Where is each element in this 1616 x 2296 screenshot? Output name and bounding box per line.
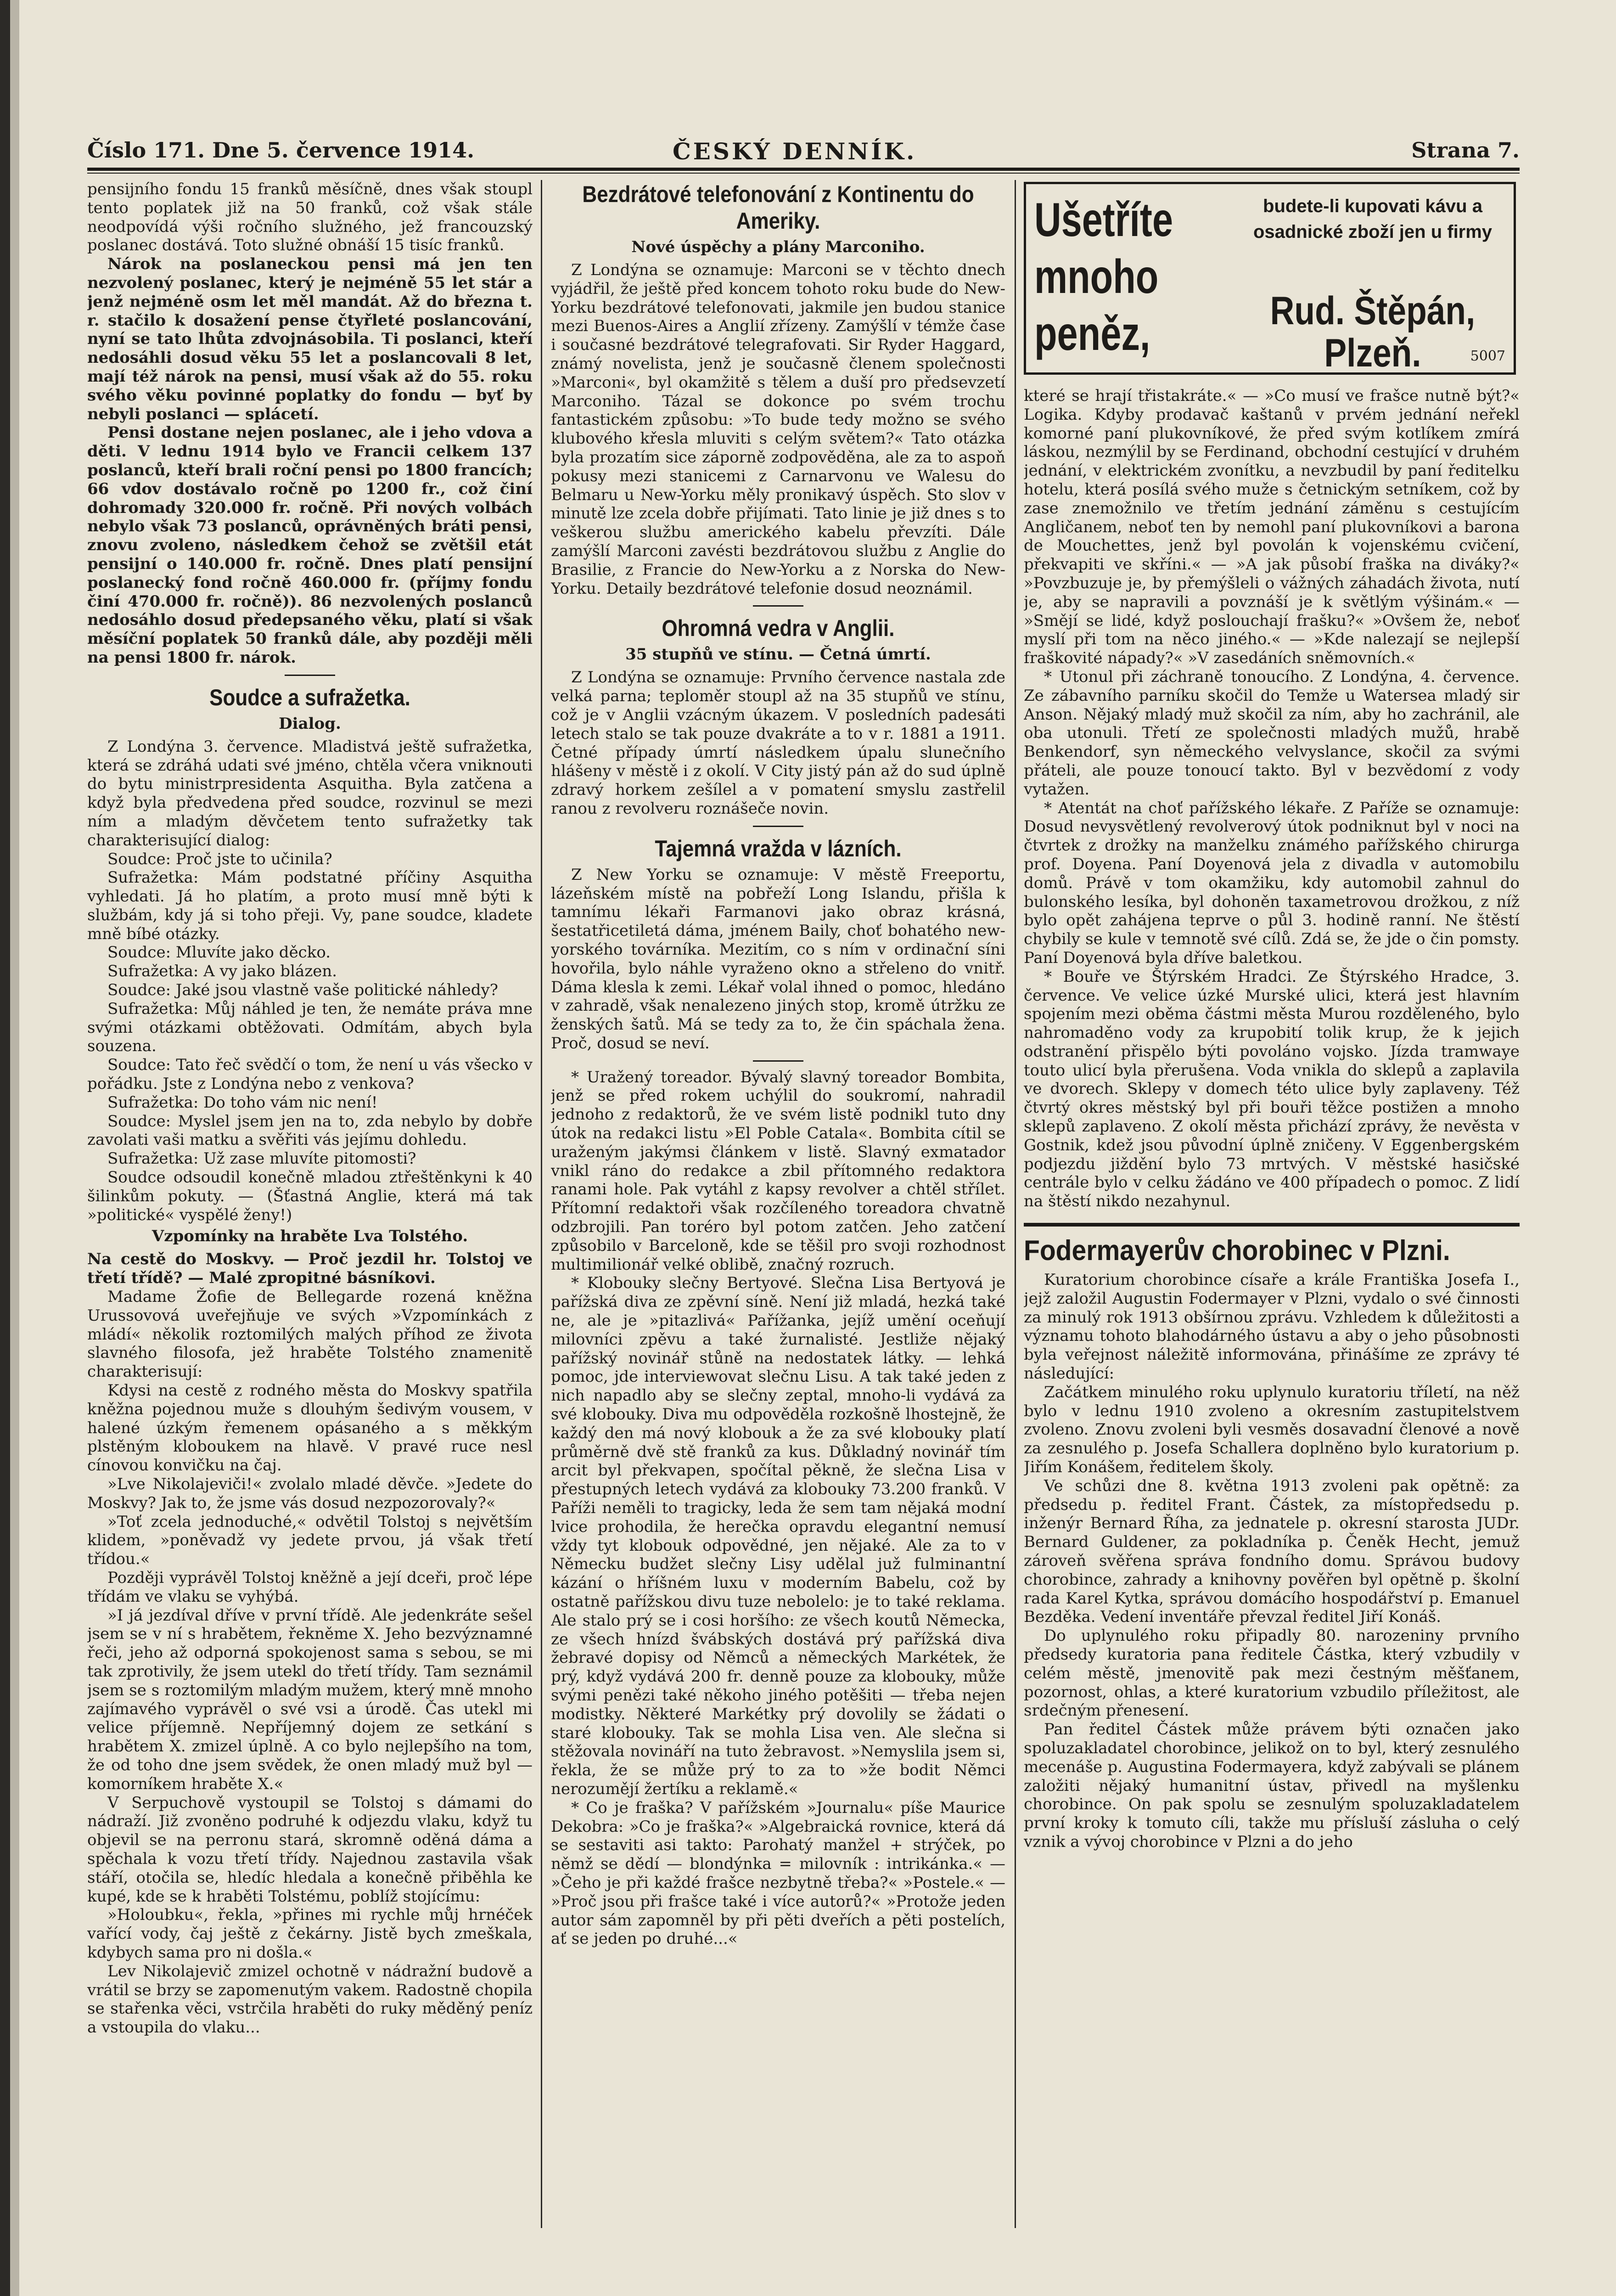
news-item: * Utonul při záchraně tonoucího. Z Londýna, 4. července. Ze zábavního parníku skočil do Temže u Watersea mladý sir Anson. Nějaký mladý muž skočil za ním, aby ho zachránil, ale oba utonuli. Třetí ze společnosti mladých mužů, hrabě Benkendorf, syn německého velvyslance, skočil za svými přáteli, ale pouze tonoucí takto. Byl v bezvědomí z vody vytažen. (1024, 667, 1520, 799)
column-divider (1015, 180, 1016, 2228)
dialog-line: Soudce: Tato řeč svědčí o tom, že není u vás všecko v pořádku. Jste z Londýna nebo z venkova? (87, 1056, 533, 1093)
article-paragraph: Z Londýna se oznamuje: Prvního července nastala zde velká parna; teploměr stoupl až na 35 stupňů ve stínu, což je v Anglii vzácným úkazem. V posledních padesáti letech stalo se tak pouze dvakráte a to v r. 1881 a 1911. Četné případy úmrtí následkem úpalu slunečního hlášeny v městě i z okolí. V City jistý pán až do sud úplně zdravý horkem zešílel a v pomatení smyslu zastřelil ranou z revolveru roznášeče novin. (551, 668, 1005, 818)
news-item: * Co je fraška? V pařížském »Journalu« píše Maurice Dekobra: »Co je fraška?« »Algebraická rovnice, která dá se sestaviti asi takto: Parohatý manžel + strýček, po němž se dědí — blondýnka = milovník : intrikánka.« — »Čeho je při každé frašce nezbytně třeba?« »Postele.« — »Proč jsou při frašce také i více autorů?« »Protože jeden autor sám zapomněl by při pěti dveřích a pěti postelích, ať se jeden po druhé...« (551, 1798, 1005, 1948)
subheadline: Na cestě do Moskvy. — Proč jezdil hr. Tolstoj ve třetí třídě? — Malé zpropitné básníkovi. (87, 1250, 533, 1288)
article-paragraph: Z Londýna 3. července. Mladistvá ještě sufražetka, která se zdráhá udati své jméno, chtěla včera vniknouti do bytu ministrpresidenta Asquitha. Byla zatčena a když byla předvedena před soudce, rozvinul se mezi ním a mladým děvčetem tento sufražetky tak charakterisující dialog: (87, 737, 533, 850)
article-paragraph: Kuratorium chorobince císaře a krále Františka Josefa I., jejž založil Augustin Fodermayer v Plzni, vydalo o své činnosti za minulý rok 1913 obšírnou zprávu. Vzhledem k důležitosti a významu tohoto blahodárného ústavu a aby o jeho působnosti byla veřejnost náležitě informována, přinášíme ze zprávy té následující: (1024, 1271, 1520, 1383)
separator (753, 1060, 803, 1062)
news-item: * Bouře ve Štýrském Hradci. Ze Štýrského Hradce, 3. července. Ve velice úzké Murské ulici, která jest hlavním spojením mezi oběma částmi města Murou rozděleného, bylo nahromaděno vody za krupobití tolik krup, že k jejich odstranění přispělo býti povoláno vojsko. Jízda tramwaye touto ulicí byla přerušena. Voda vnikla do sklepů a zaplavila ve dvorech. Sklepy v domech této ulice byly zaplaveny. Též čtvrtý okres městský byl při bouři těžce postižen a mnoho sklepů zaplaveno. Z okolí města přichází zprávy, že nevěsta v Gostnik, kdež jsou původní úplně zničeny. V Eggenbergském podjezdu jiždění bylo 73 mrtvých. V městské hasičské centrále bylo v celku žádáno ve 400 případech o pomoc. Z lidí na štěstí nikdo nezahynul. (1024, 967, 1520, 1211)
dialog-line: Soudce: Mluvíte jako děcko. (107, 943, 331, 962)
column-2 (551, 180, 1005, 2223)
dialog-line: Sufražetka: Do toho vám nic není! (107, 1093, 378, 1112)
article-paragraph: Z New Yorku se oznamuje: V městě Freeportu, lázeňském místě na pobřeží Long Islandu, přišla k tamnímu lékaři Farmanovi jako obraz krásná, šestatřicetiletá dáma, jménem Baily, choť bohatého new-yorského továrníka. Mezitím, co s ním v ordinační síni hovořila, bylo náhle vyraženo okno a střeleno do vnitř. Dáma klesla k zemi. Lékař volal ihned o pomoc, hledáno v zahradě, však nenalezeno jiných stop, kromě útržku ze ženských šatů. Má se tedy za to, že čin spáchala žena. Proč, dosud se neví. (551, 865, 1005, 1052)
subheadline: Nové úspěchy a plány Marconiho. (631, 238, 925, 256)
dialog-line: Soudce: Jaké jsou vlastně vaše politické náhledy? (107, 981, 498, 1000)
article-paragraph: Kdysi na cestě z rodného města do Moskvy spatřila kněžna pojednou muže s dlouhým šedivým vousem, v halené úzkým řemenem opásaného a s měkkým plstěným kloboukem na hlavě. V pravé ruce nesl cínovou konvičku na čaj. (87, 1381, 533, 1475)
dialog-line: Sufražetka: A vy jako blázen. (107, 962, 337, 981)
article-paragraph: Začátkem minulého roku uplynulo kuratoriu tříletí, na něž bylo v lednu 1910 zvoleno a okresním zastupitelstvem zvoleno. Znovu zvoleni byli vesměs dosavadní členové a nově za zesnulého p. Josefa Schallera doplněno bylo kuratorium p. Jiřím Konášem, ředitelem školy. (1024, 1383, 1520, 1477)
ad-headline: Ušetříte mnoho peněz, (1034, 193, 1173, 360)
column-1 (87, 180, 533, 2223)
headline-fodermayer: Fodermayerův chorobinec v Plzni. (1024, 1235, 1450, 1267)
article-paragraph: V Serpuchově vystoupil se Tolstoj s dámami do nádraží. Již zvoněno podruhé k odjezdu vlaku, když tu objevil se na perronu stará, skromně oděná dáma a spěchala k vozu třetí třídy. Najednou zastavila však stáří, otočila se, hledíc hledala a konečně přiběhla ke kupé, kde se k hraběti Tolstému, poblíž stojícímu: (87, 1793, 533, 1906)
scan-edge-light (10, 0, 19, 2296)
article-paragraph: Pan ředitel Částek může právem býti označen jako spoluzakladatel chorobince, jelikož on to byl, který zesnulého mecenáše p. Augustina Fodermayera, když zabývali se plánem založiti nějaký humanitní ústav, přivedl na myšlenku chorobince. On pak spolu se zesnulým spoluzakladatelem první kroky k tomuto cíli, takže mu přísluší zásluha o celý vznik a vývoj chorobince v Plzni a do jeho (1024, 1720, 1520, 1851)
subheadline: Dialog. (279, 714, 341, 733)
news-item: * Uražený toreador. Bývalý slavný toreador Bombita, jenž se před rokem uchýlil do soukromí, nahradil jednoho z redaktorů, že ve svém listě podnikl tuto dny útok na redakci listu »El Poble Catala«. Bombita cítil se uraženým jakýmsi článkem v listě. Slavný exmatador vnikl ráno do redakce a zbil přítomného redaktora ranami hole. Pak vytáhl z kapsy revolver a chtěl střílet. Přítomní redaktoři však rozčíleného toreadora chvatně odzbrojili. Pan toréro byl potom zatčen. Jeho zatčení způsobilo v Barceloně, kde se těšil pro svoji rozhodnost multimilionář velké oblibě, značný rozruch. (551, 1068, 1005, 1274)
article-paragraph: Lev Nikolajevič zmizel ochotně v nádražní budově a vrátil se brzy se zapomenutým vakem. Radostně chopila se stařenka věci, vstrčila hraběti do ruky měděný peníz a vstoupila do vlaku... (87, 1962, 533, 2037)
news-item: * Klobouky slečny Bertyové. Slečna Lisa Bertyová je pařížská diva ze zpěvní síně. Není již mladá, hezká také ne, ale je »pitazlivá« Pařížanka, jejíž umění oceňují milovníci zpěvu a také žurnalisté. Jestliže nějaký pařížský novinář stůně na nedostatek látky. — lehká pomoc, jde interviewovat slečnu Lisu. A tak také jeden z nich napadlo aby se slečny zeptal, mnoho-li vydává za své klobouky. Diva mu odpověděla rozkošně lhostejně, že každý den má nový klobouk a že za své klobouky platí průměrně dvě stě franků za kus. Důkladný novinář tím arcit byl překvapen, spočítal pěkně, že slečna Lisa v přestupných letech vydává za klobouky 73.200 franků. V Paříži neměli to tragicky, leda že sem tam nějaká modní lvice prohodila, že herečka opravdu elegantní nemusí vždy tyt klobouk odpovědné, jen nějaké. Ale za to v Německu budžet slečny Lisy udělal juž fulminantní kázání o hříšném luxu v moderním Babelu, což by ostatně pařížskou divu tuze nebolelo: je to také reklama. Ale stalo prý se i cosi horšího: ze všech koutů Německa, ze všech hnízd švábských dostává prý pařížská diva žebravé dopisy od Němců a německých Markétek, že prý, když vydává 200 fr. denně pouze za klobouky, může svými penězi také někoho jiného potěšiti — třeba nejen modistky. Některé Markétky prý dovolily se žádati o staré klobouky. Tak se mohla Lisa ven. Ale slečna si stěžovala novináří na tuto žebravost. »Nemyslila jsem si, řekla, že se může prý to za to »že bodit Němci nerozumějí žertíku a reklamě.« (551, 1274, 1005, 1798)
subheadline: 35 stupňů ve stínu. — Četná úmrtí. (625, 645, 931, 664)
dialog-line: Sufražetka: Už zase mluvíte pitomosti? (107, 1149, 416, 1168)
news-item: * Atentát na choť pařížského lékaře. Z Paříže se oznamuje: Dosud nevysvětlený revolverový útok podniknut byl v noci na čtvrtek z drožky na manželku známého pařížského chirurga prof. Doyena. Paní Doyenová jela z divadla v automobilu domů. Právě v tom okamžiku, kdy automobil zahnul do bulonského lesíka, byl dohoněn taxametrovou drožkou, z níž bylo opět zahájena teprve o půl 3. hodině ranní. Ne štěstí chybily se kule v temnotě své cílů. Zdá se, že jde o čin pomsty. Paní Doyenová byla dříve baletkou. (1024, 799, 1520, 967)
newspaper-page (50, 0, 1598, 2296)
article-paragraph: které se hrají třistakráte.« — »Co musí ve frašce nutně být?« Logika. Kdyby prodavač kaštanů v prvém jednání neřekl komorné paní plukovníkové, že před svým kotlíkem zmírá láskou, nezmýlil by se Ferdinand, obchodní cestující v druhém jednání, v elektrickém zvonítku, a nevzbudil by paní ředitelku hotelu, která posílá svého muže s četnickým setníkem, což by zase znemožnilo ve třetím jednání záměnu s cestujícím Angličanem, neboť ten by nemohl paní plukovníkovi a barona de Mouchettes, jenž byl povolán k vojenskému cvičení, překvapiti ve skříni.« — »A jak působí fraška na diváky?« »Povzbuzuje je, by přemýšleli o vážných záhadách života, nutí je, aby se napravili a povznáší je k světlým výšinám.« — »Smějí se lidé, když poslouchají frašku?« »Ovšem že, neboť myslí při tom na něco jiného.« — »Kde nalezají se nejlepší fraškovité nápady?« »V zasedáních sněmovních.« (1024, 387, 1520, 668)
article-paragraph: Nárok na poslaneckou pensi má jen ten nezvolený poslanec, který je nejméně 55 let stár a jenž nejméně osm let měl mandát. Až do března t. r. stačilo k dosažení pense čtyřleté poslancování, nyní se tato lhůta zdvojnásobila. Ti poslanci, kteří nedosáhli dosud věku 55 let a poslancovali 8 let, mají též nárok na pensi, musí však až do 55. roku svého věku povinné poplatky do fondu — byť by nebyli poslanci — splácetí. (87, 255, 533, 423)
dialog-line: Soudce: Myslel jsem jen na to, zda nebylo by dobře zavolati vaši matku a svěřiti vás jejímu dohledu. (87, 1112, 533, 1149)
article-paragraph: »Toť zcela jednoduché,« odvětil Tolstoj s největším klidem, »poněvadž vy jedete prvou, já však třetí třídou.« (87, 1512, 533, 1569)
page-number: Strana 7. (1411, 138, 1520, 163)
article-paragraph: Z Londýna se oznamuje: Marconi se v těchto dnech vyjádřil, že ještě před koncem tohoto roku bude do New-Yorku bezdrátové telefonovati, jakmile jen budou stanice mezi Buenos-Aires a Anglií zřízeny. Zamýšlí v témže čase i současné bezdrátové telegrafovati. Sir Ryder Haggard, známý novelista, jenž je současně členem společnosti »Marconi«, byl okamžitě s tělem a duší pro předsevzetí Marconiho. Tázal se dokonce po svém trochu fantastickém způsobu: »To bude tedy možno se svého klubového křesla mluviti s celým světem?« Tato otázka byla prozatím sice záporně zodpověděna, ale za to aspoň pokusy mezi stanicemi z Carnarvonu ve Walesu do Belmaru u New-Yorku měly pronikavý úspěch. Sto slov v minutě lze zcela dobře přijímati. Tato linie je již dnes s to veškerou službu amerického kabelu převzíti. Dále zamýšlí Marconi zavésti bezdrátovou službu z Anglie do Brasilie, z Francie do New-Yorku a z Norska do New-Yorku. Detaily bezdrátové telefonie dosud neoznámil. (551, 261, 1005, 598)
separator (285, 675, 335, 676)
article-paragraph: Pensi dostane nejen poslanec, ale i jeho vdova a děti. V lednu 1914 bylo ve Francii celkem 137 poslanců, kteří brali roční pensi po 1800 francích; 66 vdov dostávalo ročně po 1200 fr., což činí dohromady 320.000 fr. ročně. Při nových volbách nebylo však 73 poslanců, oprávněných bráti pensi, znovu zvoleno, následkem čehož se zvětšil etát pensijní o 140.000 fr. ročně. Dnes platí pensijní poslanecký fond ročně 460.000 fr. (příjmy fondu činí 470.000 fr. ročně)). 86 nezvolených poslanců nedosáhlo dosud předepsaného věku, platí si však měsíční poplatek 50 franků dále, aby později měli na pensi 1800 fr. nárok. (87, 423, 533, 667)
headline-tolstoj: Vzpomínky na hraběte Lva Tolstého. (152, 1227, 468, 1246)
masthead (87, 138, 1520, 165)
masthead-rule (87, 168, 1520, 171)
headline-soudce: Soudce a sufražetka. (209, 684, 410, 710)
article-paragraph: pensijního fondu 15 franků měsíčně, dnes však stoupl tento poplatek již na 50 franků, což však stále neodpovídá výši ročního služného, jež francouzský poslanec dostává. Toto služné obnáší 15 tisíc franků. (87, 180, 533, 255)
dialog-line: Soudce odsoudil konečně mladou ztřeštěnkyni k 40 šilinkům pokuty. — (Šťastná Anglie, která má tak »politické« vyspělé ženy!) (87, 1168, 533, 1224)
column-divider (541, 180, 542, 2228)
section-rule (1024, 1223, 1520, 1227)
separator (753, 605, 803, 607)
article-paragraph: »Lve Nikolajeviči!« zvolalo mladé děvče. »Jedete do Moskvy? Jak to, že jsme vás dosud nezpozorovaly?« (87, 1475, 533, 1512)
ad-text: budete-li kupovati kávu a osadnické zboží jen u firmy (1253, 196, 1493, 242)
dialog-line: Sufražetka: Mám podstatné příčiny Asquitha vyhledati. Já ho platím, a proto musí mně býti k službám, kdy já si toho přeji. Vy, pane soudce, kladete mně bíbé otázky. (87, 868, 533, 943)
article-paragraph: Do uplynulého roku připadly 80. narozeniny prvního předsedy kuratoria pana ředitele Částka, který vzbudily v celém městě, jmenovitě pak mezi čestným měšťanem, pozornost, ohlas, a které kuratorium vzbudilo příležitost, ale srdečným přenesení. (1024, 1626, 1520, 1720)
ad-company: Rud. Štěpán, Plzeň. (1270, 289, 1476, 375)
separator (753, 826, 803, 827)
scan-edge (0, 0, 10, 2296)
headline-telefon: Bezdrátové telefonování z Kontinentu do Ameriky. (582, 181, 974, 234)
column-3 (1024, 180, 1520, 2223)
article-paragraph: »Holoubku«, řekla, »přines mi rychle můj hrnéček vařící vody, čaj ještě z čekárny. Jistě bych zmeškala, kdybych sama pro ni došla.« (87, 1906, 533, 1962)
article-paragraph: Madame Žofie de Bellegarde rozená kněžna Urussovová uveřejňuje ve svých »Vzpomínkách z mládí« několik roztomilých malých příhod ze života slavného filosofa, jež hraběte Tolstého znamenitě charakterisují: (87, 1288, 533, 1381)
article-paragraph: »I já jezdíval dříve v první třídě. Ale jedenkráte sešel jsem se v ní s hrabětem, řekněme X. Jeho bezvýznamné řeči, jeho až odporná spokojenost sama s sebou, se mi tak zprotivily, že jsem utekl do třetí třídy. Tam seznámil jsem se s roztomilým mladým mužem, který mně mnoho zajímavého vyprávěl o své vsi a úrodě. Čas utekl mi velice příjemně. Nepříjemný dojem ze setkání s hrabětem X. zmizel úplně. A co bylo nejlepšího na tom, že od toho dne jsem svědek, že onen mladý muž byl — komorníkem hraběte X.« (87, 1606, 533, 1793)
dialog-line: Sufražetka: Můj náhled je ten, že nemáte práva mne svými otázkami obtěžovati. Odmítám, abych byla souzena. (87, 999, 533, 1056)
advertisement-box (1024, 182, 1516, 375)
article-paragraph: Ve schůzi dne 8. května 1913 zvoleni pak opětně: za předsedu p. ředitel Frant. Částek, za místopředsedu p. inženýr Bernard Říha, za jednatele p. okresní starosta JUDr. Bernard Guldener, za pokladníka p. Čeněk Hecht, jemuž zároveň svěřena správa fondního domu. Správou budovy chorobince, zahrady a knihovny pověřen byl opětně p. školní rada Karel Kytka, správou domácího hospodářství p. Emanuel Bezděka. Vedení inventáře převzal ředitel Jiří Konáš. (1024, 1476, 1520, 1626)
masthead-rule-thin (87, 173, 1520, 174)
article-paragraph: Později vyprávěl Tolstoj kněžně a její dceři, proč lépe třídám ve vlaku se vyhýbá. (87, 1568, 533, 1606)
issue-date: Číslo 171. Dne 5. července 1914. (87, 138, 475, 163)
headline-vrazda: Tajemná vražda v lázních. (655, 835, 902, 861)
dialog-line: Soudce: Proč jste to učinila? (107, 850, 332, 868)
headline-vedra: Ohromná vedra v Anglii. (662, 615, 895, 642)
newspaper-title: ČESKÝ DENNÍK. (673, 138, 917, 165)
ad-number: 5007 (1470, 348, 1505, 364)
